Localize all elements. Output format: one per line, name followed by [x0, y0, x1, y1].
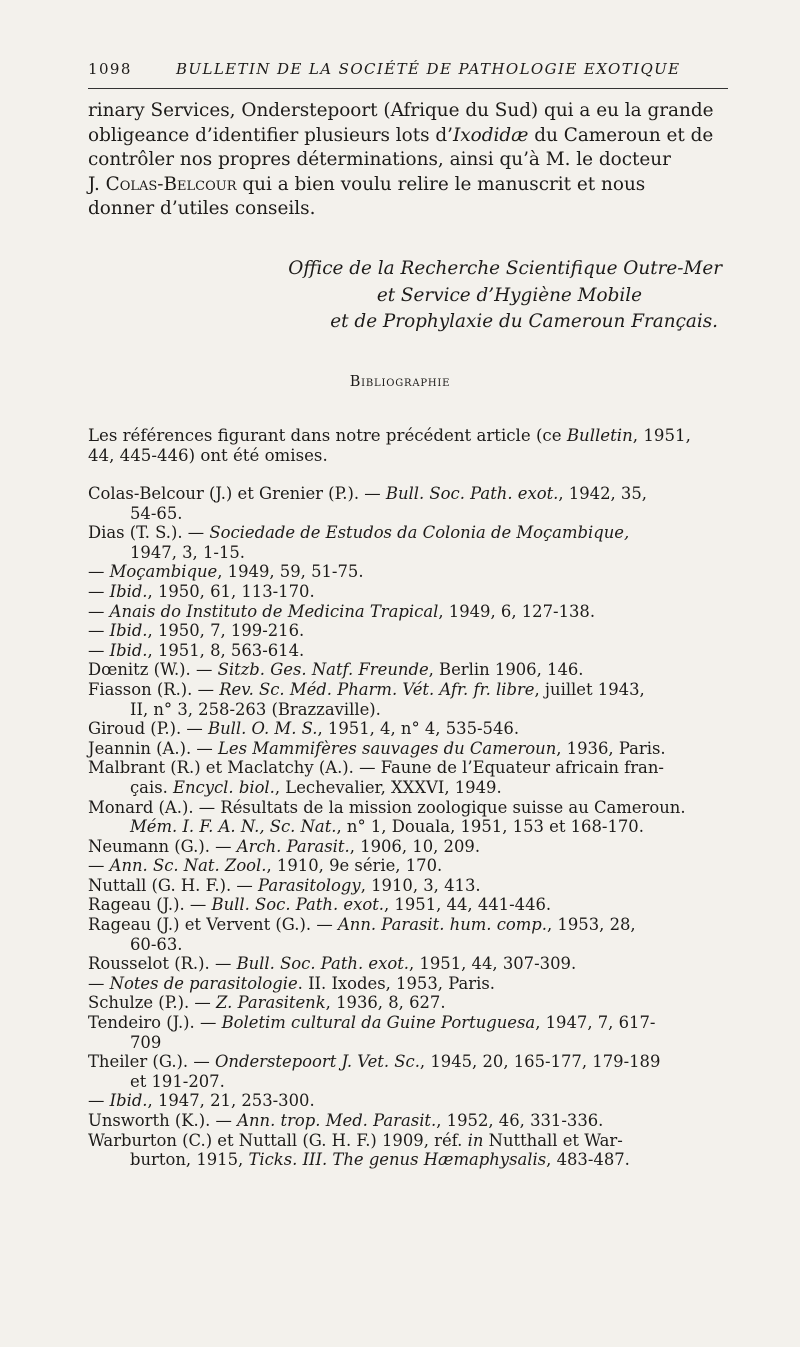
- intro-line: J. Colas-Belcour qui a bien voulu relire le manuscrit et nous: [88, 173, 646, 195]
- reference-line: burton, 1915, Ticks. III. The genus Hæmaphysalis, 483-487.: [130, 1150, 630, 1170]
- intro-paragraph: [88, 99, 730, 222]
- reference-line: — Ibid., 1950, 61, 113-170.: [88, 581, 315, 601]
- intro-line: rinary Services, Onderstepoort (Afrique du Sud) qui a eu la grande: [88, 100, 714, 121]
- reference-line: Colas-Belcour (J.) et Grenier (P.). — Bull. Soc. Path. exot., 1942, 35,: [88, 484, 647, 503]
- reference-line: Rageau (J.). — Bull. Soc. Path. exot., 1951, 44, 441-446.: [88, 895, 552, 915]
- reference-line: Malbrant (R.) et Maclatchy (A.). — Faune de l’Equateur africain fran-: [88, 758, 664, 778]
- reference-line: Rageau (J.) et Vervent (G.). — Ann. Parasit. hum. comp., 1953, 28,: [88, 915, 636, 935]
- reference-line: Tendeiro (J.). — Boletim cultural da Guine Portuguesa, 1947, 7, 617-: [88, 1013, 656, 1033]
- reference-line: Neumann (G.). — Arch. Parasit., 1906, 10, 209.: [88, 836, 481, 856]
- reference-line: Jeannin (A.). — Les Mammifères sauvages du Cameroun, 1936, Paris.: [88, 738, 666, 758]
- intro-line: donner d’utiles conseils.: [88, 198, 316, 219]
- reference-line: II, n° 3, 258-263 (Brazzaville).: [130, 699, 381, 719]
- reference-line: et 191-207.: [130, 1071, 225, 1091]
- intro-line: obligeance d’identifier plusieurs lots d’Ixodidæ du Cameroun et de: [88, 124, 714, 146]
- reference-line: — Ibid., 1951, 8, 563-614.: [88, 640, 305, 660]
- reference-line: Giroud (P.). — Bull. O. M. S., 1951, 4, n° 4, 535-546.: [88, 719, 520, 739]
- reference-line: 60-63.: [130, 934, 183, 954]
- reference-line: çais. Encycl. biol., Lechevalier, XXXVI, 1949.: [130, 777, 502, 797]
- reference-line: — Ibid., 1947, 21, 253-300.: [88, 1091, 315, 1111]
- running-title: BULLETIN DE LA SOCIÉTÉ DE PATHOLOGIE EXOTIQUE: [176, 60, 681, 78]
- reference-line: Warburton (C.) et Nuttall (G. H. F.) 1909, réf. in Nutthall et War-: [88, 1130, 623, 1150]
- reference-line: Fiasson (R.). — Rev. Sc. Méd. Pharm. Vét. Afr. fr. libre, juillet 1943,: [88, 679, 645, 699]
- reference-line: Dœnitz (W.). — Sitzb. Ges. Natf. Freunde, Berlin 1906, 146.: [88, 660, 584, 680]
- reference-line: 1947, 3, 1-15.: [130, 542, 246, 562]
- reference-line: — Moçambique, 1949, 59, 51-75.: [88, 562, 364, 582]
- reference-line: — Ibid., 1950, 7, 199-216.: [88, 621, 305, 641]
- reference-line: Theiler (G.). — Onderstepoort J. Vet. Sc., 1945, 20, 165-177, 179-189: [88, 1052, 661, 1072]
- author-name: Colas-Belcour: [105, 173, 237, 195]
- reference-line: Unsworth (K.). — Ann. trop. Med. Parasit., 1952, 46, 331-336.: [88, 1111, 604, 1130]
- reference-line: 709: [130, 1032, 162, 1052]
- reference-line: 54-65.: [130, 503, 183, 523]
- reference-line: — Ann. Sc. Nat. Zool., 1910, 9e série, 170.: [88, 856, 443, 876]
- reference-line: — Anais do Instituto de Medicina Trapical, 1949, 6, 127-138.: [88, 601, 596, 621]
- signature-line: et de Prophylaxie du Cameroun Français.: [330, 311, 718, 332]
- reference-line: Schulze (P.). — Z. Parasitenk, 1936, 8, 627.: [88, 993, 446, 1013]
- reference-line: Nuttall (G. H. F.). — Parasitology, 1910, 3, 413.: [88, 875, 481, 895]
- header-rule: [88, 88, 728, 89]
- reference-line: Dias (T. S.). — Sociedade de Estudos da Colonia de Moçambique,: [88, 523, 630, 543]
- reference-line: Mém. I. F. A. N., Sc. Nat., n° 1, Douala, 1951, 153 et 168-170.: [130, 817, 644, 837]
- reference-line: Monard (A.). — Résultats de la mission zoologique suisse au Cameroun.: [88, 797, 686, 817]
- bibliography-heading: Bibliographie: [349, 374, 451, 390]
- reference-line: — Notes de parasitologie. II. Ixodes, 1953, Paris.: [88, 973, 495, 993]
- reference-list: [88, 484, 730, 1170]
- signature-line: Office de la Recherche Scientifique Outre-Mer: [288, 258, 722, 279]
- affiliation-signature: [88, 256, 730, 336]
- signature-line: et Service d’Hygiène Mobile: [376, 284, 642, 306]
- intro-line: contrôler nos propres déterminations, ainsi qu’à M. le docteur: [88, 149, 671, 170]
- bibliography-note: Les références figurant dans notre précédent article (ce Bulletin, 1951, 44, 445-446) ont été omises.: [88, 426, 691, 465]
- reference-line: Rousselot (R.). — Bull. Soc. Path. exot., 1951, 44, 307-309.: [88, 954, 577, 974]
- page-number: 1098: [88, 60, 132, 78]
